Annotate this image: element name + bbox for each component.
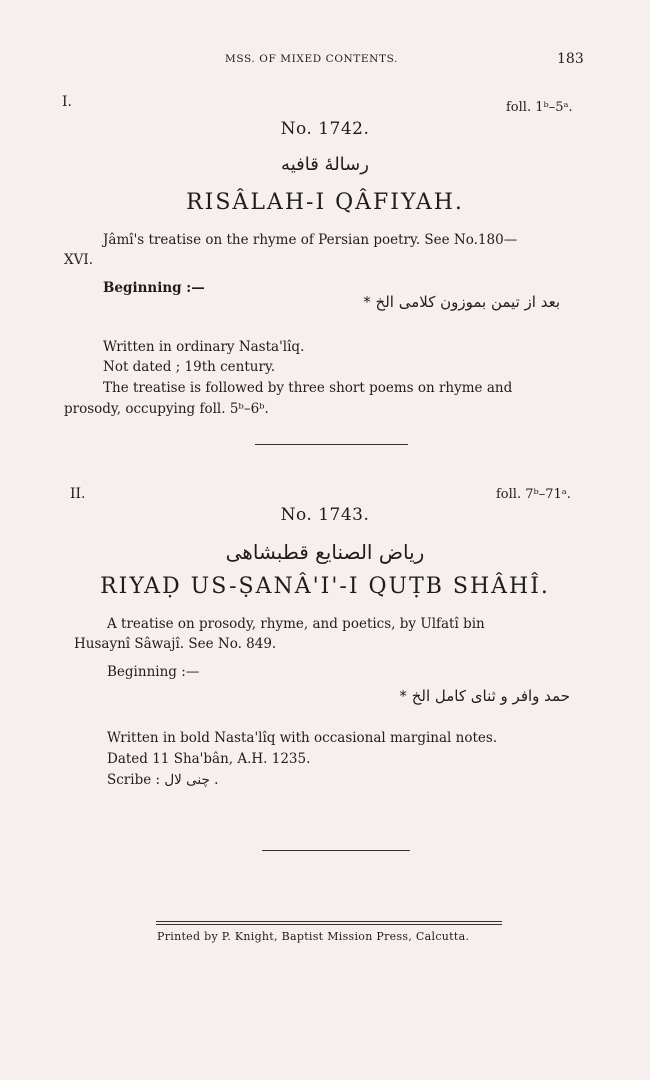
beginning-label: Beginning :— <box>107 664 200 680</box>
printer-imprint: Printed by P. Knight, Baptist Mission Press, Calcutta. <box>157 930 470 943</box>
section-divider <box>262 850 410 851</box>
note-line: Written in bold Nasta'lîq with occasional marginal notes. <box>107 730 498 746</box>
note-line: The treatise is followed by three short poems on rhyme and <box>103 380 513 396</box>
entry-title: RISÂLAH-I QÂFIYAH. <box>186 190 464 215</box>
entry-number: No. 1742. <box>280 119 370 139</box>
note-line: prosody, occupying foll. 5ᵇ–6ᵇ. <box>64 401 269 417</box>
running-head <box>0 51 650 71</box>
arabic-title: ریاض الصنایع قطبشاهی <box>225 540 425 564</box>
description-line: A treatise on prosody, rhyme, and poetics, by Ulfatî bin <box>107 616 485 632</box>
note-line: Scribe : چنی لال . <box>107 772 219 788</box>
section-number: II. <box>70 486 86 502</box>
folio-range: foll. 1ᵇ–5ᵃ. <box>506 100 573 115</box>
entry-number: No. 1743. <box>280 505 370 525</box>
footer-rule <box>156 921 502 922</box>
beginning-label: Beginning :— <box>103 280 205 296</box>
running-head-title: MSS. OF MIXED CONTENTS. <box>225 53 398 65</box>
beginning-text: بعد از تیمن بموزون کلامی الخ * <box>363 293 560 311</box>
note-line: Not dated ; 19th century. <box>103 359 276 375</box>
footer-rule <box>156 924 502 925</box>
entry-title: RIYAḌ US-ṢANÂ'I'-I QUṬB SHÂHÎ. <box>100 574 550 599</box>
page-number: 183 <box>557 51 584 67</box>
description-line: XVI. <box>64 252 93 268</box>
description-line: Jâmî's treatise on the rhyme of Persian poetry. See No.180— <box>103 232 518 248</box>
section-number: I. <box>62 94 72 110</box>
note-line: Dated 11 Sha'bân, A.H. 1235. <box>107 751 311 767</box>
note-line: Written in ordinary Nasta'lîq. <box>103 339 305 355</box>
beginning-text: حمد وافر و ثنای کامل الخ * <box>399 687 570 705</box>
description-line: Husaynî Sâwajî. See No. 849. <box>74 636 277 652</box>
arabic-title: رسالهٔ قافیه <box>281 154 369 175</box>
section-divider <box>255 444 408 445</box>
folio-range: foll. 7ᵇ–71ᵃ. <box>496 487 571 502</box>
